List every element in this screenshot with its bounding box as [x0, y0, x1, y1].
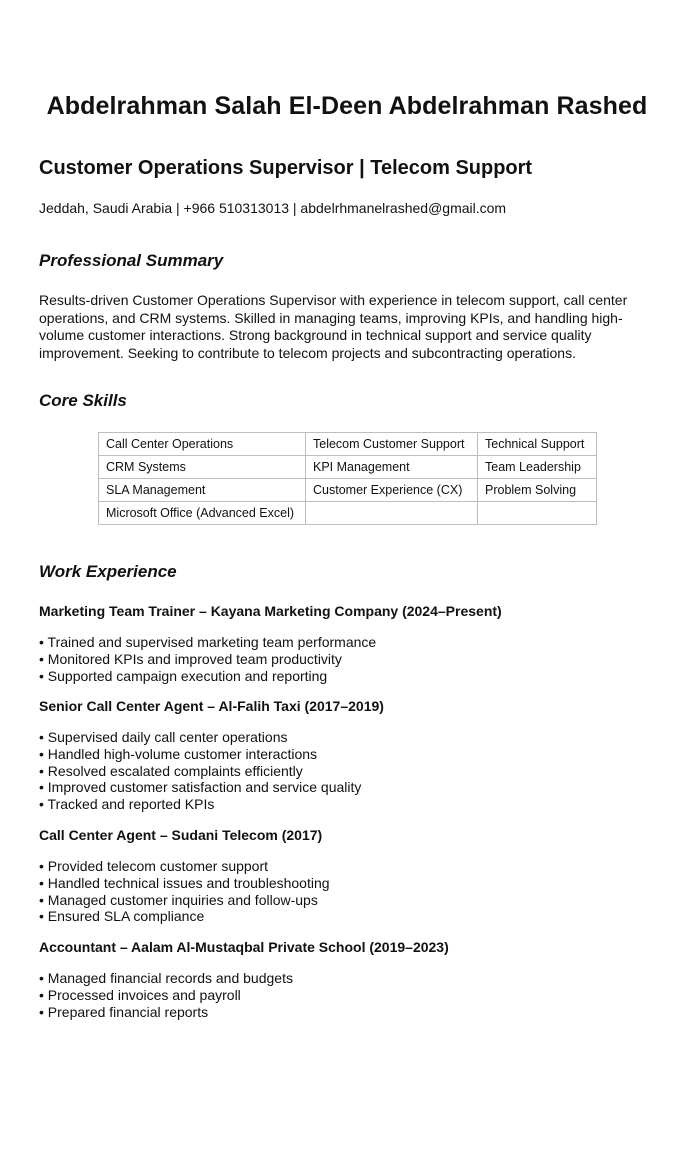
core-skills-table	[98, 432, 597, 525]
skill-cell: Customer Experience (CX)	[306, 479, 478, 502]
skill-cell: KPI Management	[306, 456, 478, 479]
skill-cell: Microsoft Office (Advanced Excel)	[99, 502, 306, 525]
job-bullets	[39, 858, 659, 925]
job-entry	[39, 603, 659, 684]
skill-cell: Technical Support	[478, 433, 597, 456]
list-item: • Handled high-volume customer interactions	[39, 746, 659, 763]
skill-cell	[306, 502, 478, 525]
skill-cell: Telecom Customer Support	[306, 433, 478, 456]
skill-cell: Call Center Operations	[99, 433, 306, 456]
list-item: • Improved customer satisfaction and service quality	[39, 779, 659, 796]
skill-cell: Team Leadership	[478, 456, 597, 479]
list-item: • Trained and supervised marketing team performance	[39, 634, 659, 651]
list-item: • Supported campaign execution and reporting	[39, 668, 659, 685]
list-item: • Provided telecom customer support	[39, 858, 659, 875]
list-item: • Prepared financial reports	[39, 1004, 659, 1021]
job-entry	[39, 698, 659, 813]
skill-cell: CRM Systems	[99, 456, 306, 479]
skill-cell: Problem Solving	[478, 479, 597, 502]
job-title: Call Center Agent – Sudani Telecom (2017)	[39, 827, 323, 843]
skills-row	[99, 479, 597, 502]
job-entry	[39, 939, 659, 1020]
skills-row	[99, 502, 597, 525]
job-bullets	[39, 970, 659, 1020]
job-title: Marketing Team Trainer – Kayana Marketing Company (2024–Present)	[39, 603, 502, 619]
contact-info: Jeddah, Saudi Arabia | +966 510313013 | abdelrhmanelrashed@gmail.com	[39, 200, 507, 216]
job-title: Accountant – Aalam Al-Mustaqbal Private School (2019–2023)	[39, 939, 449, 955]
skills-row	[99, 456, 597, 479]
list-item: • Handled technical issues and troubleshooting	[39, 875, 659, 892]
list-item: • Managed financial records and budgets	[39, 970, 659, 987]
list-item: • Resolved escalated complaints efficiently	[39, 763, 659, 780]
work-experience-heading: Work Experience	[39, 562, 177, 581]
core-skills-heading: Core Skills	[39, 391, 127, 410]
list-item: • Tracked and reported KPIs	[39, 796, 659, 813]
professional-summary-heading: Professional Summary	[39, 251, 224, 270]
candidate-name: Abdelrahman Salah El-Deen Abdelrahman Rashed	[46, 92, 648, 120]
job-title: Senior Call Center Agent – Al-Falih Taxi (2017–2019)	[39, 698, 384, 714]
job-entry	[39, 827, 659, 925]
skill-cell	[478, 502, 597, 525]
list-item: • Ensured SLA compliance	[39, 908, 659, 925]
list-item: • Supervised daily call center operations	[39, 729, 659, 746]
skill-cell: SLA Management	[99, 479, 306, 502]
list-item: • Processed invoices and payroll	[39, 987, 659, 1004]
professional-summary-text: Results-driven Customer Operations Supervisor with experience in telecom support, call center operations, and CRM systems. Skilled in managing teams, improving KPIs, and handling high-volume customer interactions. Strong background in technical support and service quality improvement. Seeking to contribute to telecom projects and subcontracting operations.	[39, 292, 628, 361]
job-bullets	[39, 634, 659, 684]
list-item: • Managed customer inquiries and follow-ups	[39, 892, 659, 909]
job-bullets	[39, 729, 659, 813]
job-headline: Customer Operations Supervisor | Telecom Support	[39, 157, 533, 179]
skills-row	[99, 433, 597, 456]
list-item: • Monitored KPIs and improved team productivity	[39, 651, 659, 668]
